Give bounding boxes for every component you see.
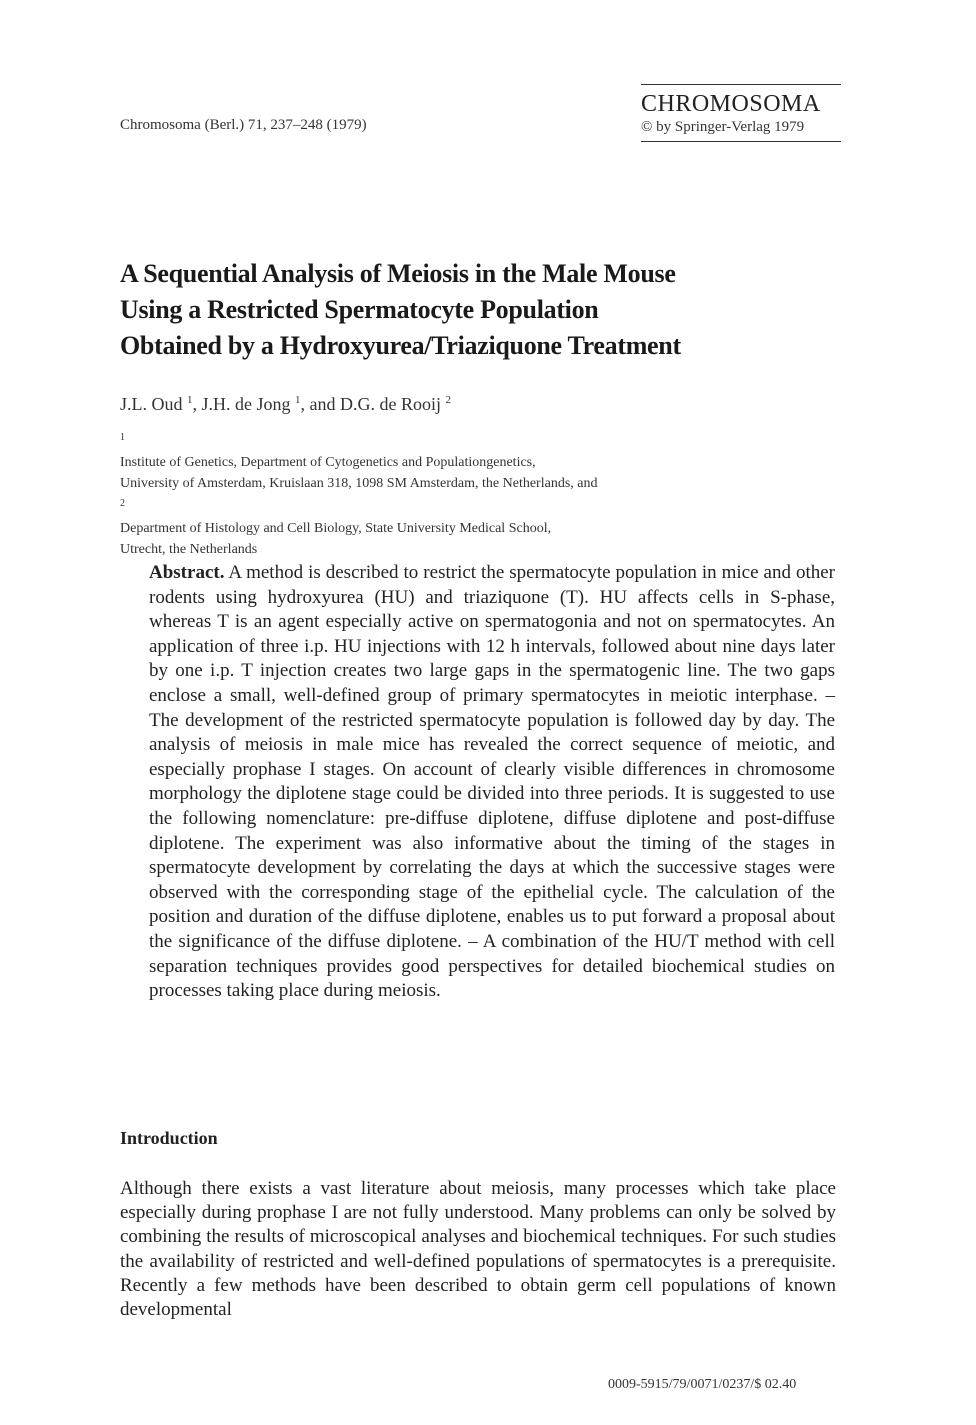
journal-name: CHROMOSOMA [641, 91, 821, 117]
affiliation-line [120, 428, 820, 474]
affiliation-line: Utrecht, the Netherlands [120, 541, 258, 557]
copyright-notice: © by Springer-Verlag 1979 [641, 119, 805, 135]
author-name: J.H. de Jong [201, 394, 291, 414]
affiliation-line [120, 494, 820, 540]
author-affiliation-mark: 1 [295, 394, 301, 406]
title-line: Obtained by a Hydroxyurea/Triaziquone Treatment [120, 331, 681, 360]
affiliation-text: Institute of Genetics, Department of Cytogenetics and Populationgenetics, [120, 455, 536, 471]
title-line: Using a Restricted Spermatocyte Population [120, 295, 599, 324]
author-affiliation-mark: 1 [187, 394, 193, 406]
journal-citation: Chromosoma (Berl.) 71, 237–248 (1979) [120, 117, 367, 133]
author-affiliation-mark: 2 [445, 394, 451, 406]
affiliation-mark: 2 [120, 498, 125, 510]
abstract-text: A method is described to restrict the spermatocyte population in mice and other rodents using hydroxyurea (HU) and triaziquone (T). HU affects cells in S-phase, whereas T is an agent especially active on spermatogonia and not on spermatocytes. An application of three i.p. HU injections with 12 h intervals, followed about nine days later by one i.p. T injection creates two large gaps in the spermatogenic line. The two gaps enclose a small, well-defined group of primary spermatocytes in meiotic interphase. – The development of the restricted spermatocyte population is followed day by day. The analysis of meiosis in male mice has revealed the correct sequence of meiotic, and especially prophase I stages. On account of clearly visible differences in chromosome morphology the diplotene stage could be divided into three periods. It is suggested to use the following nomenclature: pre-diffuse diplotene, diffuse diplotene and post-diffuse diplotene. The experiment was also informative about the timing of the stages in spermatocyte development by correlating the days at which the successive stages were observed with the corresponding stage of the epithelial cycle. The calculation of the position and duration of the diffuse diplotene, enables us to put forward a proposal about the significance of the diffuse diplotene. – A combination of the HU/T method with cell separation techniques provides good perspectives for detailed biochemical studies on processes taking place during meiosis. [149, 562, 835, 1002]
title-line: A Sequential Analysis of Meiosis in the Male Mouse [120, 259, 676, 288]
author-name: D.G. de Rooij [340, 394, 441, 414]
author-separator: , [192, 394, 202, 414]
article-title [120, 256, 880, 364]
author-name: J.L. Oud [120, 394, 183, 414]
author-separator: , and [300, 394, 340, 414]
journal-masthead [641, 84, 841, 142]
affiliation-mark: 1 [120, 432, 125, 443]
affiliation-line: University of Amsterdam, Kruislaan 318, 1098 SM Amsterdam, the Netherlands, and [120, 475, 598, 491]
section-heading-introduction: Introduction [120, 1128, 218, 1148]
introduction-text: Although there exists a vast literature about meiosis, many processes which take place especially during prophase I are not fully understood. Many problems can only be solved by combining the results of microscopical analyses and biochemical techniques. For such studies the availability of restricted and well-defined populations of spermatocytes is a prerequisite. Recently a few methods have been described to obtain germ cell populations of known developmental [120, 1178, 836, 1321]
article-code: 0009-5915/79/0071/0237/$ 02.40 [608, 1377, 797, 1392]
affiliation-text: Department of Histology and Cell Biology, State University Medical School, [120, 521, 552, 537]
author-list [120, 394, 451, 415]
abstract [149, 561, 835, 1004]
abstract-label: Abstract. [149, 562, 225, 583]
affiliations [120, 428, 820, 560]
